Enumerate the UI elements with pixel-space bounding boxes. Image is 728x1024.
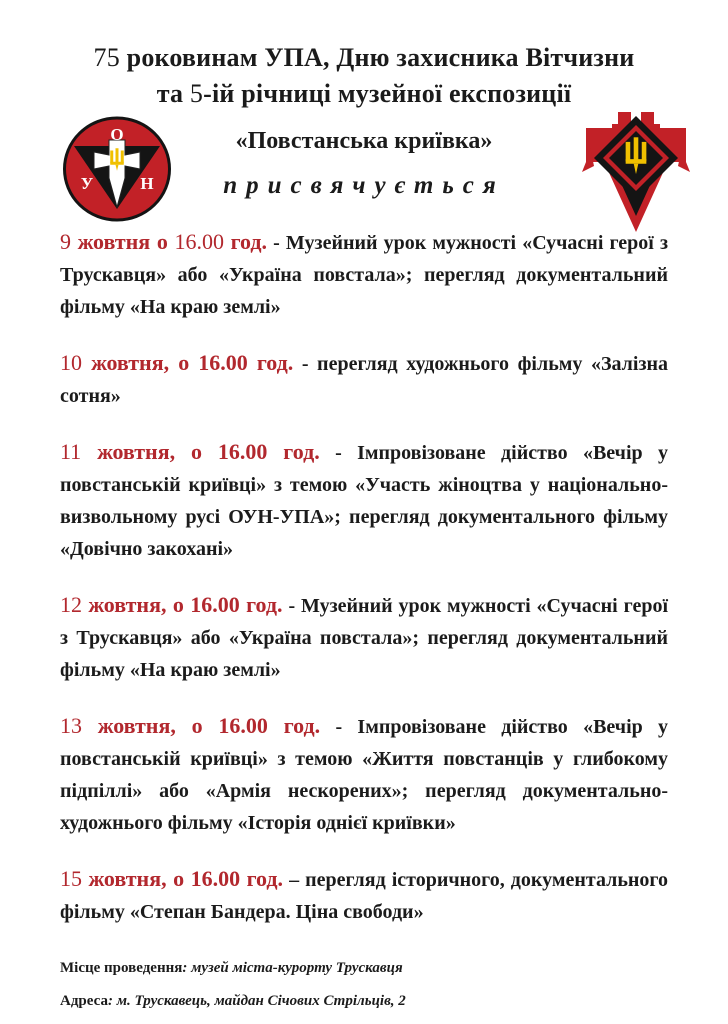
event-date — [60, 713, 320, 738]
oun-emblem-icon — [62, 116, 172, 227]
oun-letter-n: Н — [140, 174, 154, 193]
text-segment: жовтня, о 16.00 год. — [97, 713, 321, 738]
event-description: - Музейний урок мужності «Сучасні герої з Трускавця» або «Україна повстала»; перегляд документальний фільму «На краю землі» — [60, 232, 669, 318]
oun-letter-u: У — [80, 174, 94, 193]
event-description: - Музейний урок мужності «Сучасні герої з Трускавця» або «Україна повстала»; перегляд документальний фільму «На краю землі» — [60, 595, 669, 681]
text-segment: 16.00 — [174, 229, 231, 254]
text-segment: та — [156, 79, 190, 108]
event-item — [60, 863, 668, 928]
event-item — [60, 589, 668, 686]
venue-label: Місце проведення — [60, 960, 183, 976]
dedicated-word: присвячується — [223, 172, 505, 199]
text-segment: жовтня, о 16.00 год. — [88, 592, 283, 617]
event-description: – перегляд історичного, документального фільму «Степан Бандера. Ціна свободи» — [60, 869, 669, 923]
text-segment: 9 — [60, 229, 78, 254]
event-item — [60, 347, 668, 412]
text-segment: жовтня, о 16.00 год. — [91, 350, 294, 375]
venue-line — [60, 952, 668, 985]
title-line-2 — [0, 76, 728, 112]
text-segment: жовтня о — [77, 229, 175, 254]
text-segment: роковинам УПА, Дню захисника Вітчизни — [126, 43, 635, 72]
event-item — [60, 710, 668, 839]
event-date — [60, 439, 320, 464]
text-segment: год. — [230, 229, 268, 254]
title-line-1 — [0, 40, 728, 76]
address-label: Адреса — [60, 993, 108, 1009]
venue-value: : музей міста-курорту Трускавця — [182, 960, 403, 976]
upa-emblem-icon — [582, 112, 690, 239]
text-segment: жовтня, о 16.00 год. — [97, 439, 320, 464]
text-segment: 75 — [93, 43, 127, 72]
footer — [60, 952, 668, 1018]
event-description: - перегляд художнього фільму «Залізна сотня» — [60, 353, 669, 407]
event-date — [60, 592, 283, 617]
event-date — [60, 229, 267, 254]
text-segment: 10 — [60, 350, 92, 375]
event-description: - Імпровізоване дійство «Вечір у повстанській криївці» з темою «Життя повстанців у глибокому підпіллі» або «Армія нескорених»; перегляд документально-художнього фільму «Історія однієї криївки» — [60, 716, 669, 834]
page-title — [0, 0, 728, 112]
text-segment: 13 — [60, 713, 98, 738]
exposition-title: «Повстанська криївка» — [235, 128, 493, 154]
text-segment: -ій річниці музейної експозиції — [203, 79, 572, 108]
text-segment: жовтня, о 16.00 год. — [88, 866, 284, 891]
text-segment: 5 — [189, 79, 204, 108]
event-date — [60, 866, 283, 891]
oun-letter-o: О — [110, 125, 124, 144]
event-item — [60, 226, 668, 323]
address-value: : м. Трускавець, майдан Січових Стрільців, 2 — [107, 993, 406, 1009]
address-line — [60, 985, 668, 1018]
event-date — [60, 350, 293, 375]
text-segment: 12 — [60, 592, 89, 617]
event-description: - Імпровізоване дійство «Вечір у повстанській криївці» з темою «Участь жіноцтва у національно-визвольному русі ОУН-УПА»; перегляд документального фільму «Довічно закохані» — [60, 442, 669, 560]
text-segment: 11 — [60, 439, 98, 464]
events-list — [60, 226, 668, 928]
text-segment: 15 — [60, 866, 89, 891]
event-item — [60, 436, 668, 565]
